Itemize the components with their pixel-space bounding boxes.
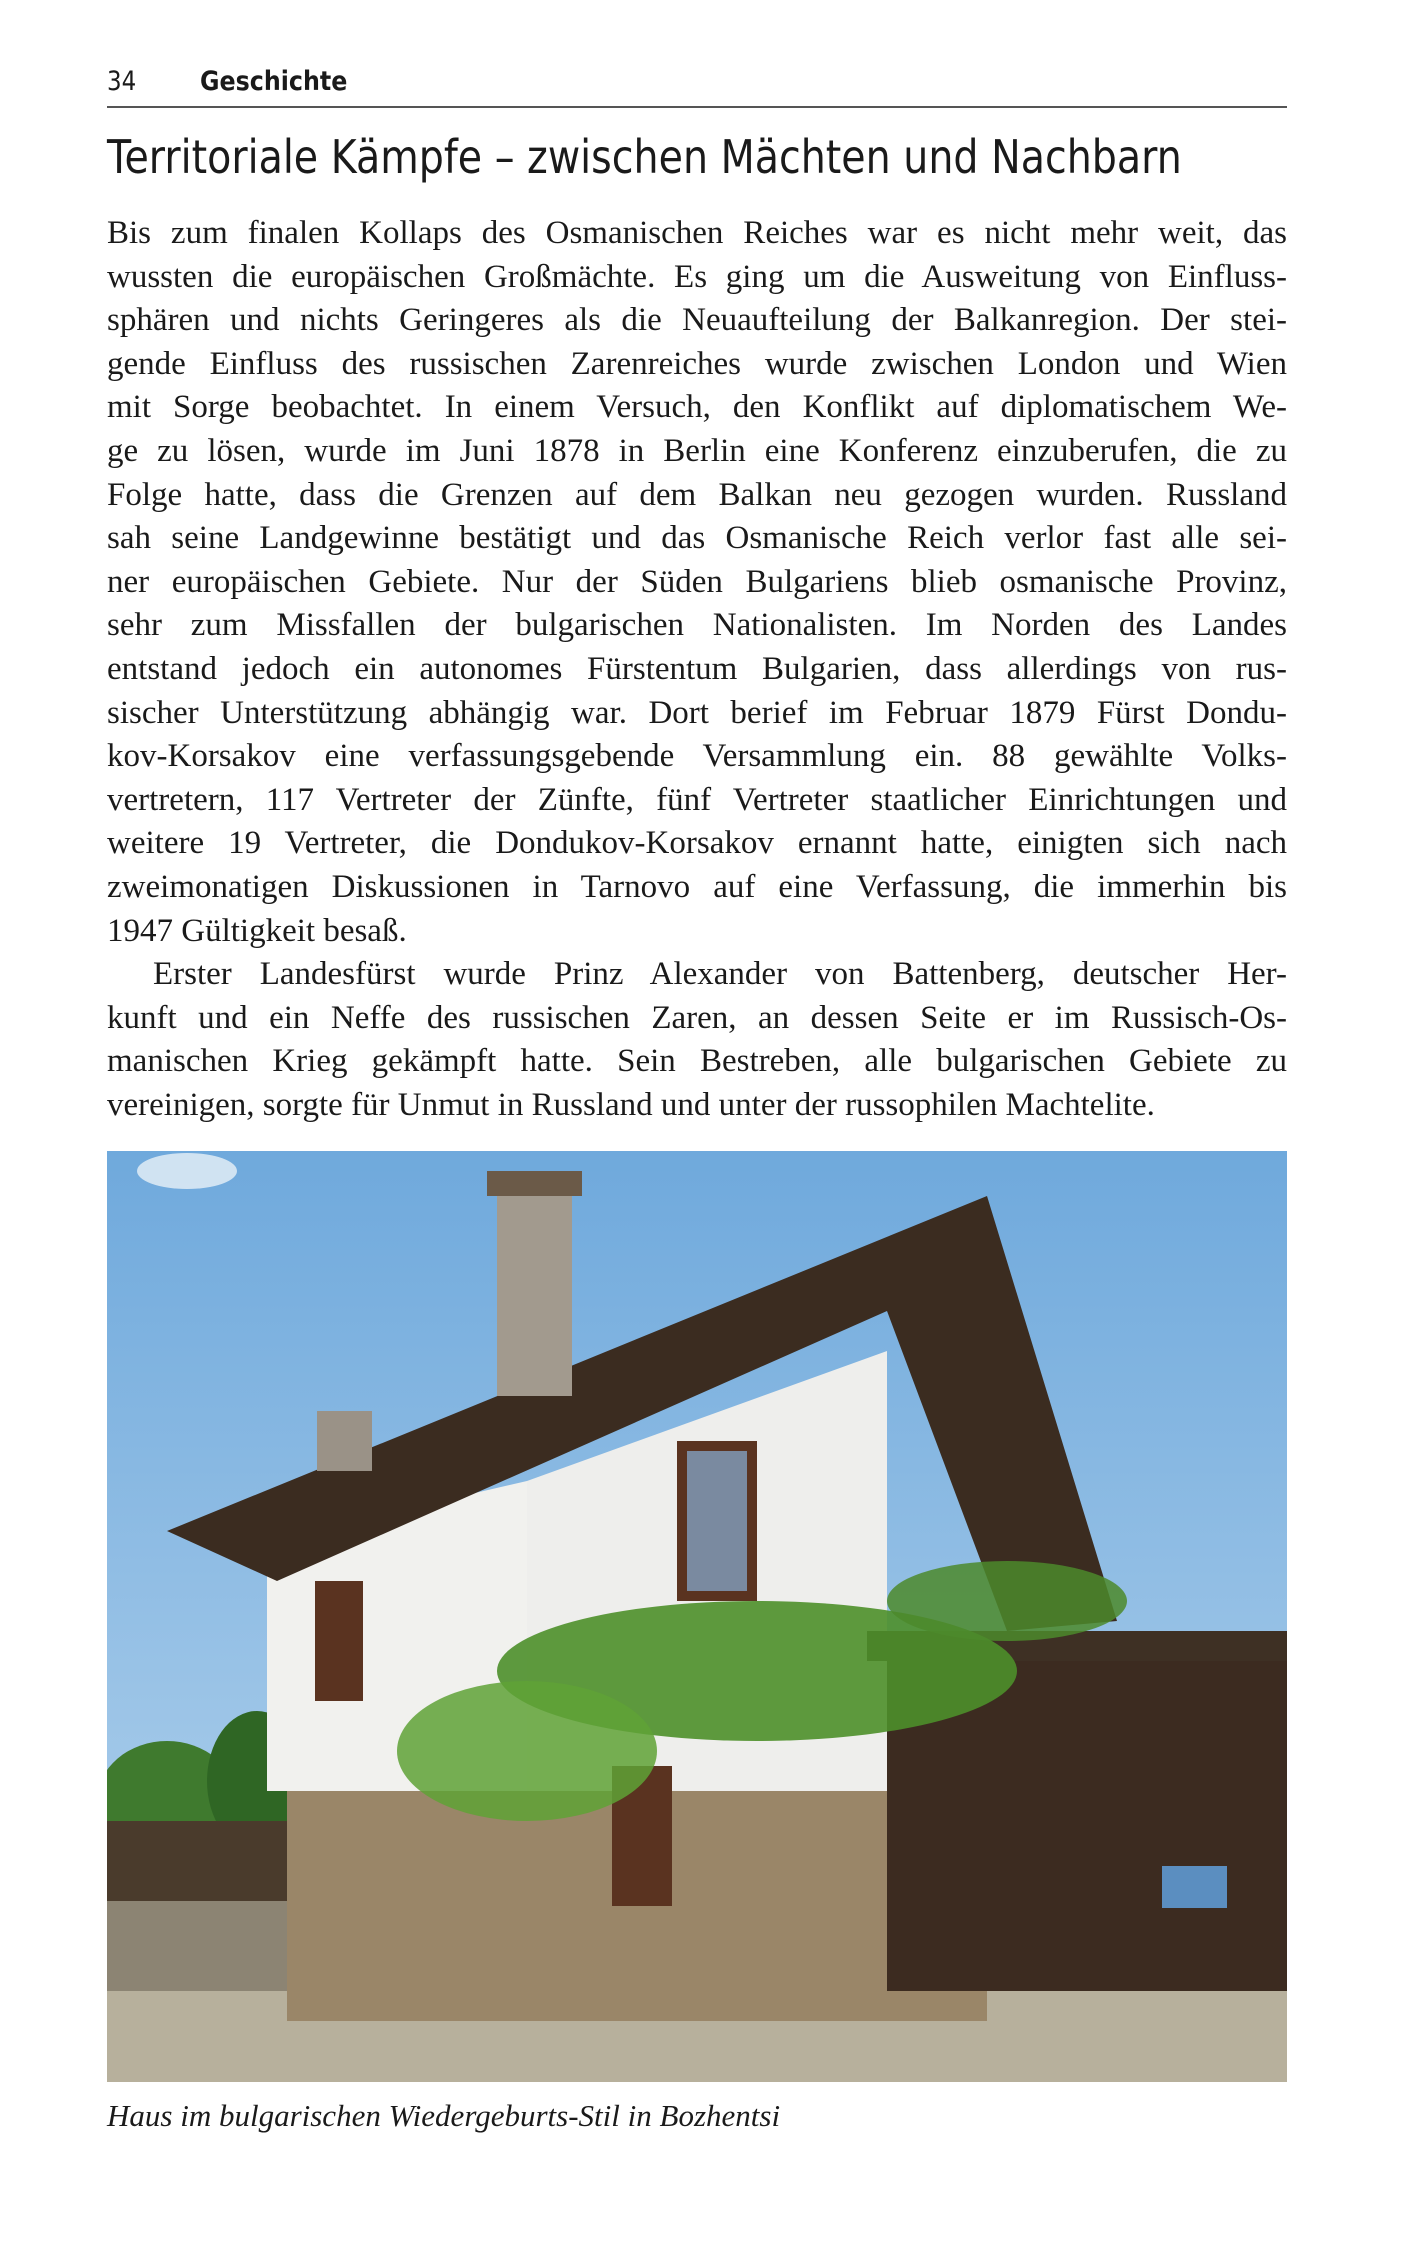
text-line: ge zu lösen, wurde im Juni 1878 in Berlin eine Konferenz einzuberufen, die zu [107,432,1287,469]
chapter-heading: Territoriale Kämpfe – zwischen Mächten und Nachbarn [107,130,1182,184]
section-title: Geschichte [200,66,348,97]
text-line: kov-Korsakov eine verfassungsgebende Versammlung ein. 88 gewählte Volks- [107,738,1287,775]
page-number: 34 [107,66,137,97]
text-line: sehr zum Missfallen der bulgarischen Nationalisten. Im Norden des Landes [107,607,1287,644]
text-line: weitere 19 Vertreter, die Dondukov-Korsakov ernannt hatte, einigten sich nach [107,825,1287,862]
text-line: vereinigen, sorgte für Unmut in Russland und unter der russophilen Machtelite. [107,1086,1155,1123]
text-line: sischer Unterstützung abhängig war. Dort berief im Februar 1879 Fürst Dondu- [107,694,1287,731]
text-line: zweimonatigen Diskussionen in Tarnovo auf eine Verfassung, die immerhin bis [107,868,1287,905]
house-photo [107,1151,1287,2082]
photo-caption: Haus im bulgarischen Wiedergeburts-Stil in Bozhentsi [107,2098,781,2133]
text-line: kunft und ein Neffe des russischen Zaren, an dessen Seite er im Russisch-Os- [107,999,1287,1036]
text-line: 1947 Gültigkeit besaß. [107,912,407,949]
body-text [107,212,1287,1127]
paragraph-1 [107,212,1287,953]
text-line: Folge hatte, dass die Grenzen auf dem Balkan neu gezogen wurden. Russland [107,476,1287,513]
text-line: vertretern, 117 Vertreter der Zünfte, fünf Vertreter staatlicher Einrichtungen und [107,781,1287,818]
text-line: mit Sorge beobachtet. In einem Versuch, den Konflikt auf diplomatischem We- [107,389,1287,426]
text-line: Bis zum finalen Kollaps des Osmanischen Reiches war es nicht mehr weit, das [107,215,1287,251]
paragraph-2 [107,953,1287,1127]
text-line: gende Einfluss des russischen Zarenreiches wurde zwischen London und Wien [107,345,1287,382]
running-header [107,66,1287,108]
text-line: entstand jedoch ein autonomes Fürstentum Bulgarien, dass allerdings von rus- [107,650,1287,687]
text-line: ner europäischen Gebiete. Nur der Süden Bulgariens blieb osmanische Provinz, [107,563,1287,600]
house-photo-illustration [107,1151,1287,2082]
text-line: wussten die europäischen Großmächte. Es ging um die Ausweitung von Einfluss- [107,258,1287,295]
text-line: Erster Landesfürst wurde Prinz Alexander von Battenberg, deutscher Her- [153,956,1287,993]
text-line: manischen Krieg gekämpft hatte. Sein Bestreben, alle bulgarischen Gebiete zu [107,1043,1287,1080]
text-line: sphären und nichts Geringeres als die Neuaufteilung der Balkanregion. Der stei- [107,302,1287,339]
text-line: sah seine Landgewinne bestätigt und das Osmanische Reich verlor fast alle sei- [107,520,1287,557]
